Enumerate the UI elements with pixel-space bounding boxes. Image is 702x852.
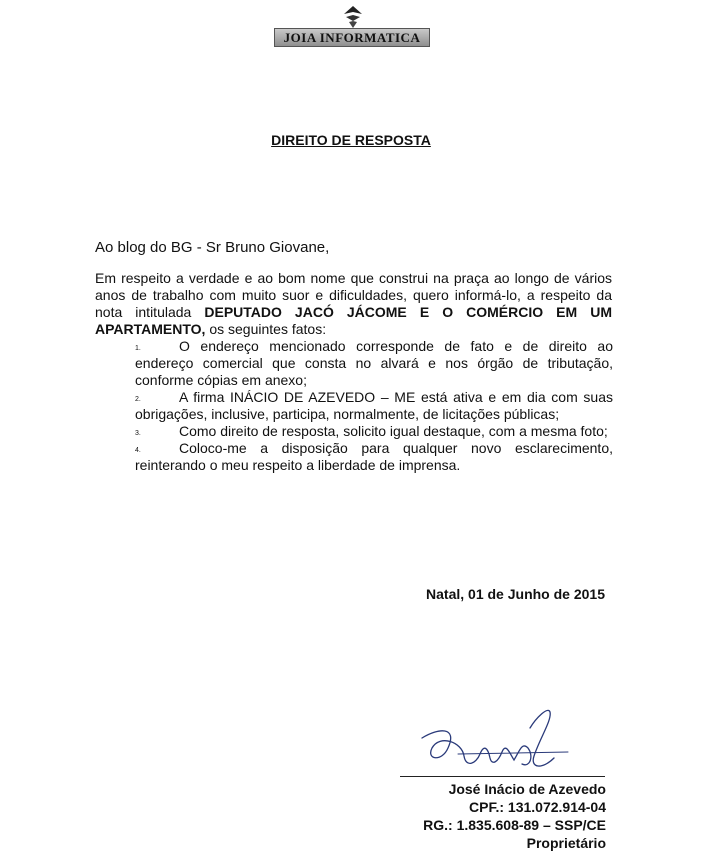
- item-text: O endereço mencionado corresponde de fato e de direito ao endereço comercial que consta no alvará e nos órgão de tributação, conforme cópias em anexo;: [135, 338, 613, 388]
- article-title: DEPUTADO JACÓ JÁCOME E O COMÉRCIO EM UM APARTAMENTO,: [95, 304, 612, 337]
- company-logo: [274, 4, 430, 48]
- document-title: DIREITO DE RESPOSTA: [271, 132, 431, 148]
- list-item: [135, 338, 613, 389]
- list-item: [135, 423, 613, 440]
- document-date: Natal, 01 de Junho de 2015: [426, 586, 605, 602]
- facts-list: [135, 338, 613, 474]
- intro-text: Em respeito a verdade e ao bom nome que construi na praça ao longo de vários anos de trabalho com muito suor e dificuldades, quero informá-lo, a respeito da nota intitulada: [95, 270, 612, 320]
- intro-text-end: os seguintes fatos:: [205, 321, 327, 337]
- signatory-role: Proprietário: [526, 835, 606, 851]
- signatory-name: José Inácio de Azevedo: [448, 781, 606, 797]
- signatory-rg: RG.: 1.835.608-89 – SSP/CE: [423, 817, 606, 833]
- signatory-cpf: CPF.: 131.072.914-04: [469, 799, 606, 815]
- logo-emblem-icon: [340, 4, 366, 30]
- item-text: Como direito de resposta, solicito igual destaque, com a mesma foto;: [179, 423, 608, 439]
- item-number: 2.: [135, 396, 141, 403]
- signature-block: [423, 780, 606, 852]
- item-text: A firma INÁCIO DE AZEVEDO – ME está ativa e em dia com suas obrigações, inclusive, participa, normalmente, de licitações públicas;: [135, 389, 613, 422]
- intro-paragraph: [95, 270, 612, 338]
- item-number: 3.: [135, 430, 141, 437]
- item-text: Coloco-me a disposição para qualquer novo esclarecimento, reinterando o meu respeito a liberdade de imprensa.: [135, 440, 613, 473]
- list-item: [135, 389, 613, 423]
- item-number: 4.: [135, 447, 141, 454]
- greeting: Ao blog do BG - Sr Bruno Giovane,: [95, 239, 330, 256]
- handwritten-signature: [418, 698, 578, 780]
- signature-line: [400, 776, 605, 777]
- list-item: [135, 440, 613, 474]
- item-number: 1.: [135, 345, 141, 352]
- logo-text: JOIA INFORMATICA: [283, 30, 421, 45]
